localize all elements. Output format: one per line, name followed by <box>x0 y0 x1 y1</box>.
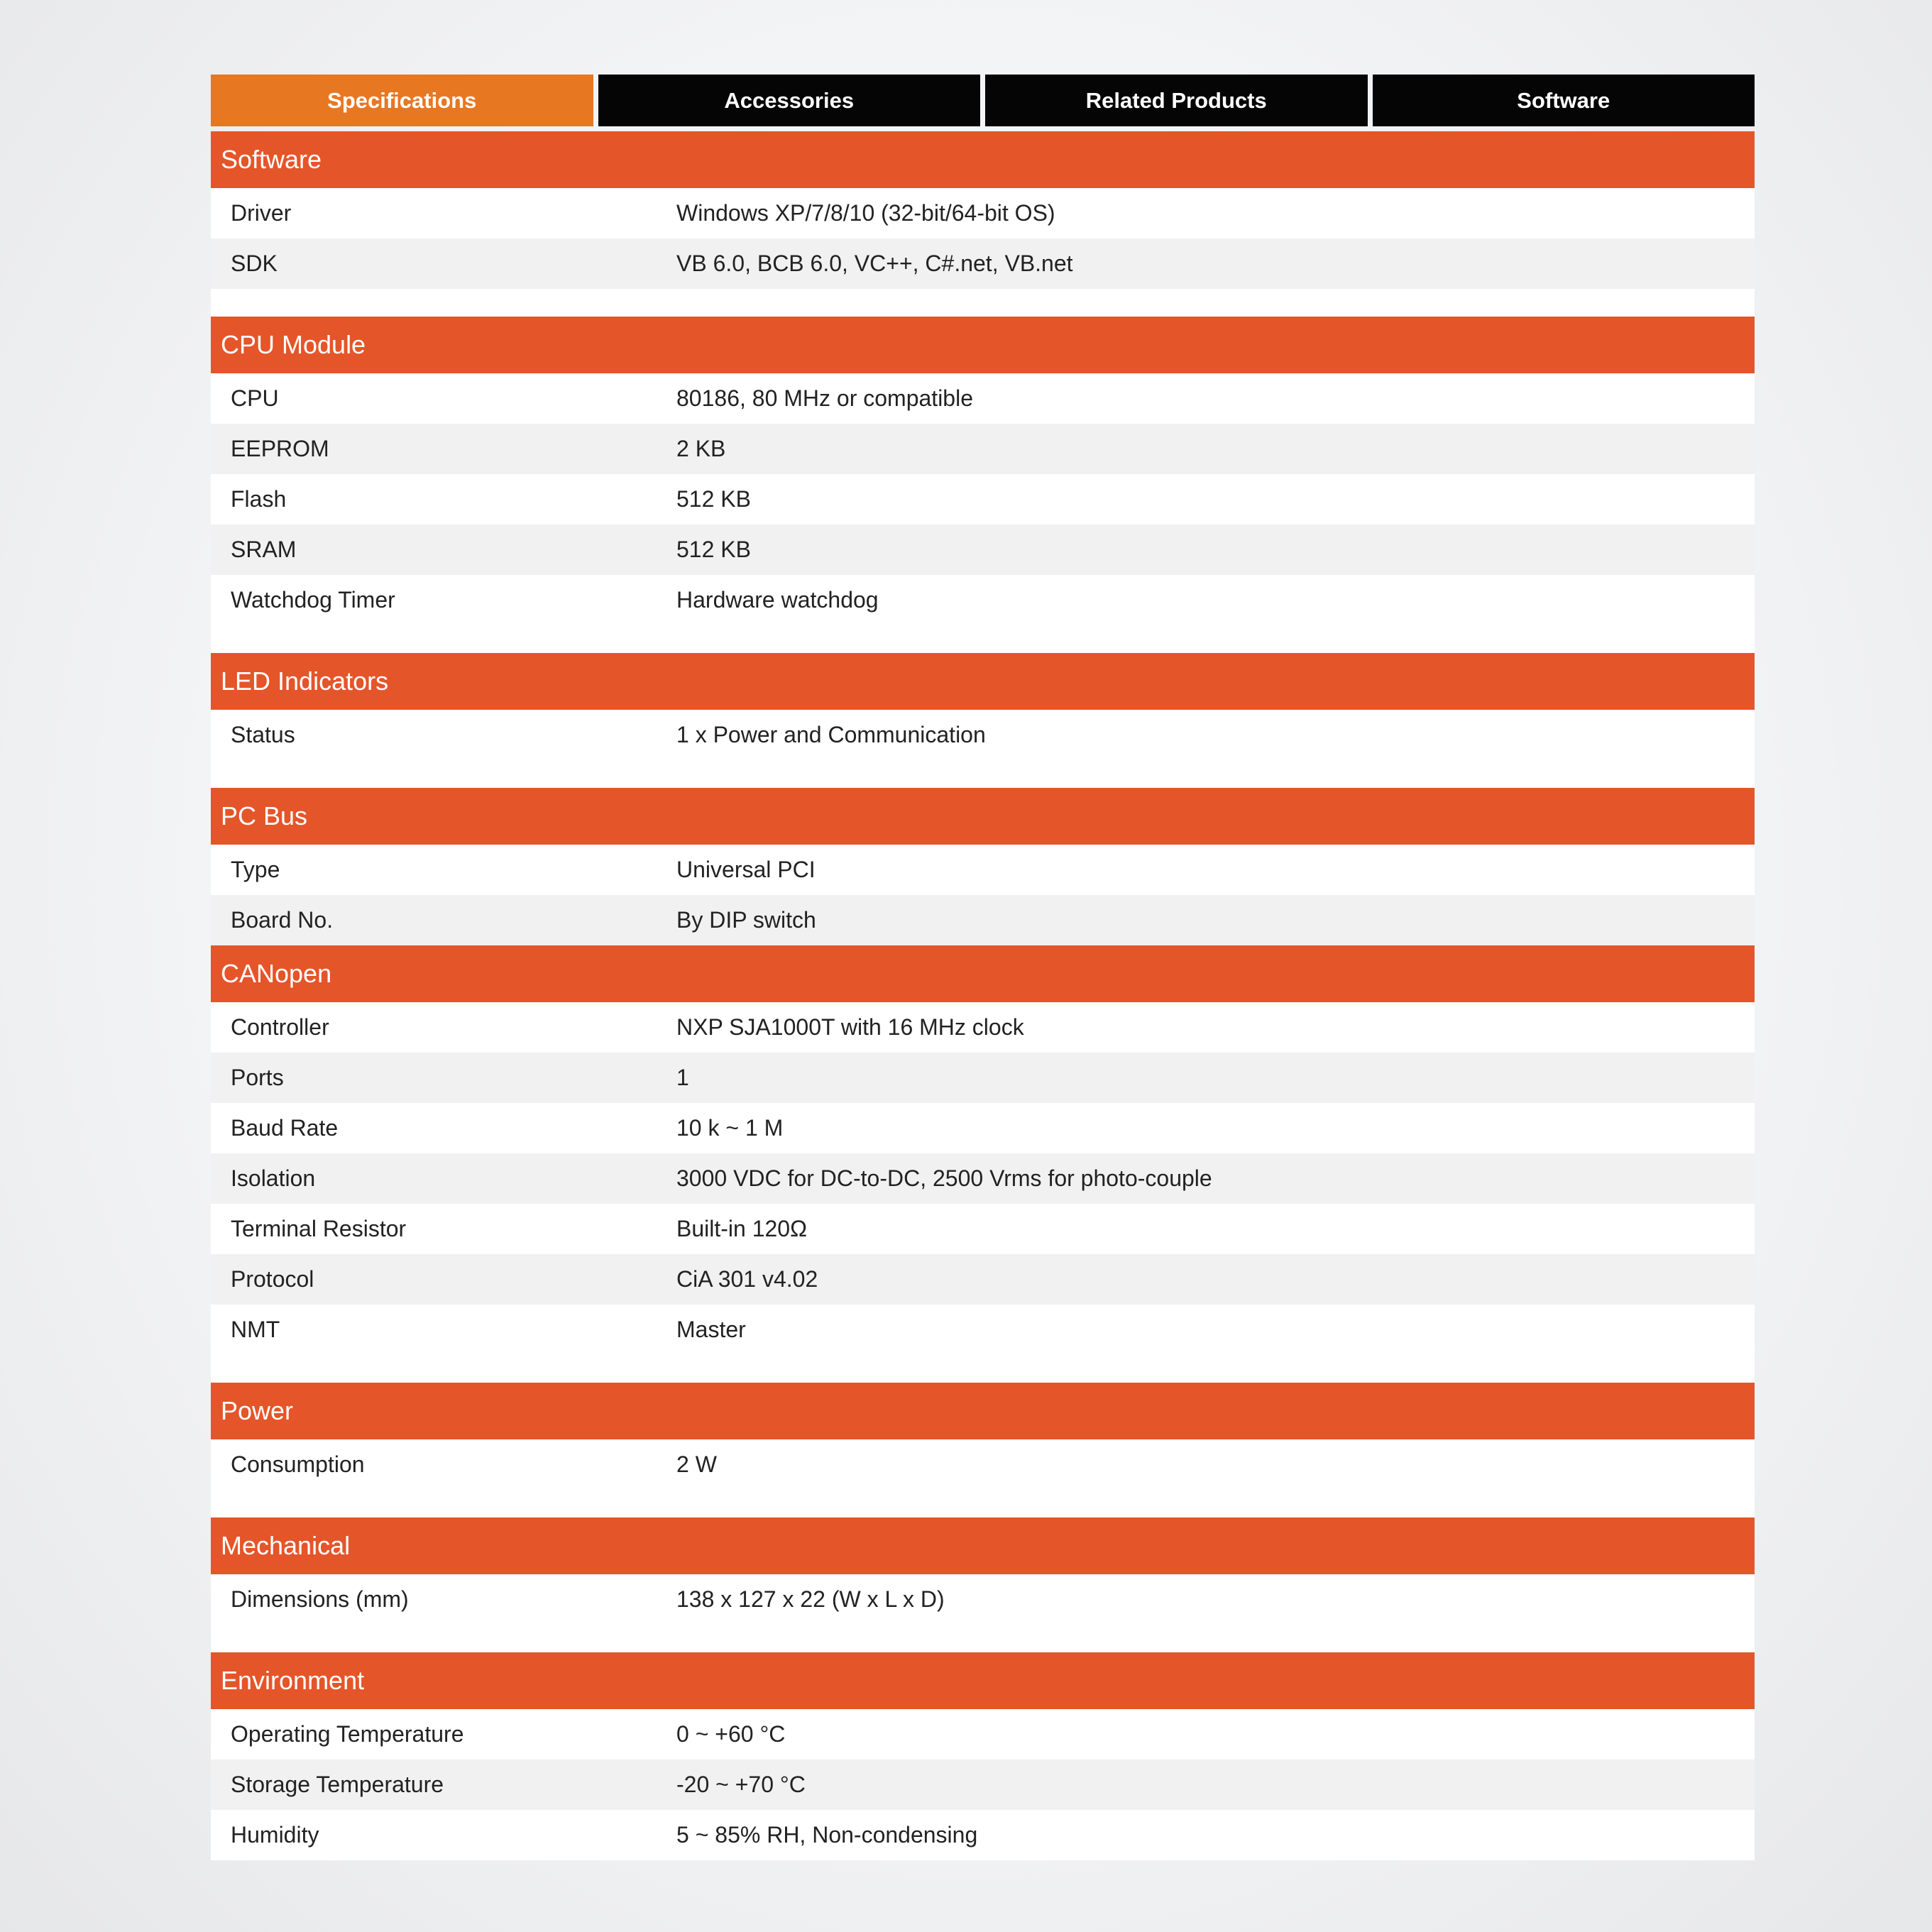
spec-value: 512 KB <box>676 537 751 562</box>
spec-label: Status <box>231 722 295 747</box>
spec-label: Baud Rate <box>231 1115 339 1141</box>
spec-value: 80186, 80 MHz or compatible <box>676 385 973 411</box>
section-rows <box>211 1574 1755 1625</box>
spec-value: 10 k ~ 1 M <box>676 1115 784 1141</box>
spec-section <box>211 945 1755 1383</box>
spec-row <box>211 1254 1755 1305</box>
spec-label: Humidity <box>231 1822 319 1848</box>
spec-value: Built-in 120Ω <box>676 1216 808 1241</box>
spec-label: Dimensions (mm) <box>231 1586 409 1612</box>
section-spacer <box>211 625 1755 653</box>
section-header: Software <box>211 131 1755 188</box>
spec-value: NXP SJA1000T with 16 MHz clock <box>676 1014 1024 1040</box>
spec-label: Watchdog Timer <box>231 587 395 613</box>
section-spacer <box>211 1625 1755 1652</box>
tab-specifications[interactable]: Specifications <box>211 75 593 126</box>
spec-row <box>211 1153 1755 1204</box>
spec-row <box>211 575 1755 625</box>
spec-label: Type <box>231 857 280 882</box>
section-header: Power <box>211 1383 1755 1439</box>
spec-label: Consumption <box>231 1451 365 1477</box>
spec-row <box>211 1574 1755 1625</box>
section-header: CPU Module <box>211 317 1755 373</box>
tab-software[interactable]: Software <box>1373 75 1755 126</box>
spec-section <box>211 1517 1755 1652</box>
spec-row <box>211 1204 1755 1254</box>
spec-value: Windows XP/7/8/10 (32-bit/64-bit OS) <box>676 200 1055 226</box>
section-spacer <box>211 1355 1755 1383</box>
tab-related-products[interactable]: Related Products <box>985 75 1368 126</box>
spec-row <box>211 474 1755 525</box>
spec-section <box>211 317 1755 653</box>
spec-label: Board No. <box>231 907 334 933</box>
tab-bar <box>211 75 1755 126</box>
section-rows <box>211 1439 1755 1490</box>
spec-row <box>211 1053 1755 1103</box>
spec-label: Isolation <box>231 1165 316 1191</box>
section-rows <box>211 373 1755 625</box>
spec-row <box>211 895 1755 945</box>
spec-value: 5 ~ 85% RH, Non-condensing <box>676 1822 978 1848</box>
spec-value: 2 KB <box>676 436 726 461</box>
spec-row <box>211 525 1755 575</box>
spec-label: SRAM <box>231 537 297 562</box>
tab-accessories[interactable]: Accessories <box>598 75 981 126</box>
spec-label: Driver <box>231 200 292 226</box>
spec-value: Universal PCI <box>676 857 816 882</box>
spec-value: VB 6.0, BCB 6.0, VC++, C#.net, VB.net <box>676 251 1073 276</box>
spec-section <box>211 1652 1755 1860</box>
spec-value: 1 <box>676 1065 689 1090</box>
section-rows <box>211 188 1755 289</box>
spec-label: Ports <box>231 1065 284 1090</box>
spec-label: EEPROM <box>231 436 329 461</box>
section-rows <box>211 1002 1755 1355</box>
spec-row <box>211 424 1755 474</box>
spec-label: NMT <box>231 1317 280 1342</box>
section-header: Mechanical <box>211 1517 1755 1574</box>
section-spacer <box>211 289 1755 317</box>
spec-value: Hardware watchdog <box>676 587 879 613</box>
spec-value: 512 KB <box>676 486 751 512</box>
spec-row <box>211 1439 1755 1490</box>
spec-section <box>211 788 1755 945</box>
spec-section <box>211 1383 1755 1517</box>
spec-label: Controller <box>231 1014 329 1040</box>
section-header: LED Indicators <box>211 653 1755 710</box>
spec-row <box>211 1810 1755 1860</box>
spec-row <box>211 845 1755 895</box>
spec-row <box>211 188 1755 238</box>
spec-row <box>211 1760 1755 1810</box>
section-header: Environment <box>211 1652 1755 1709</box>
spec-value: -20 ~ +70 °C <box>676 1772 806 1797</box>
spec-section <box>211 653 1755 788</box>
section-header: PC Bus <box>211 788 1755 845</box>
section-header: CANopen <box>211 945 1755 1002</box>
spec-row <box>211 238 1755 289</box>
spec-label: Operating Temperature <box>231 1721 464 1747</box>
spec-row <box>211 710 1755 760</box>
spec-label: Terminal Resistor <box>231 1216 407 1241</box>
section-rows <box>211 845 1755 945</box>
specifications-table <box>211 131 1755 1860</box>
spec-row <box>211 1002 1755 1053</box>
spec-row <box>211 1305 1755 1355</box>
spec-row <box>211 1103 1755 1153</box>
spec-value: CiA 301 v4.02 <box>676 1266 818 1292</box>
spec-value: Master <box>676 1317 746 1342</box>
spec-value: By DIP switch <box>676 907 816 933</box>
section-rows <box>211 710 1755 760</box>
spec-label: SDK <box>231 251 278 276</box>
spec-panel <box>211 75 1755 1860</box>
spec-label: Flash <box>231 486 287 512</box>
section-spacer <box>211 1490 1755 1517</box>
spec-value: 2 W <box>676 1451 717 1477</box>
section-spacer <box>211 760 1755 788</box>
spec-row <box>211 1709 1755 1760</box>
spec-row <box>211 373 1755 424</box>
spec-value: 0 ~ +60 °C <box>676 1721 786 1747</box>
spec-section <box>211 131 1755 317</box>
section-rows <box>211 1709 1755 1860</box>
spec-label: CPU <box>231 385 279 411</box>
spec-value: 1 x Power and Communication <box>676 722 986 747</box>
spec-value: 138 x 127 x 22 (W x L x D) <box>676 1586 945 1612</box>
spec-label: Protocol <box>231 1266 314 1292</box>
spec-label: Storage Temperature <box>231 1772 444 1797</box>
spec-value: 3000 VDC for DC-to-DC, 2500 Vrms for photo-couple <box>676 1165 1212 1191</box>
